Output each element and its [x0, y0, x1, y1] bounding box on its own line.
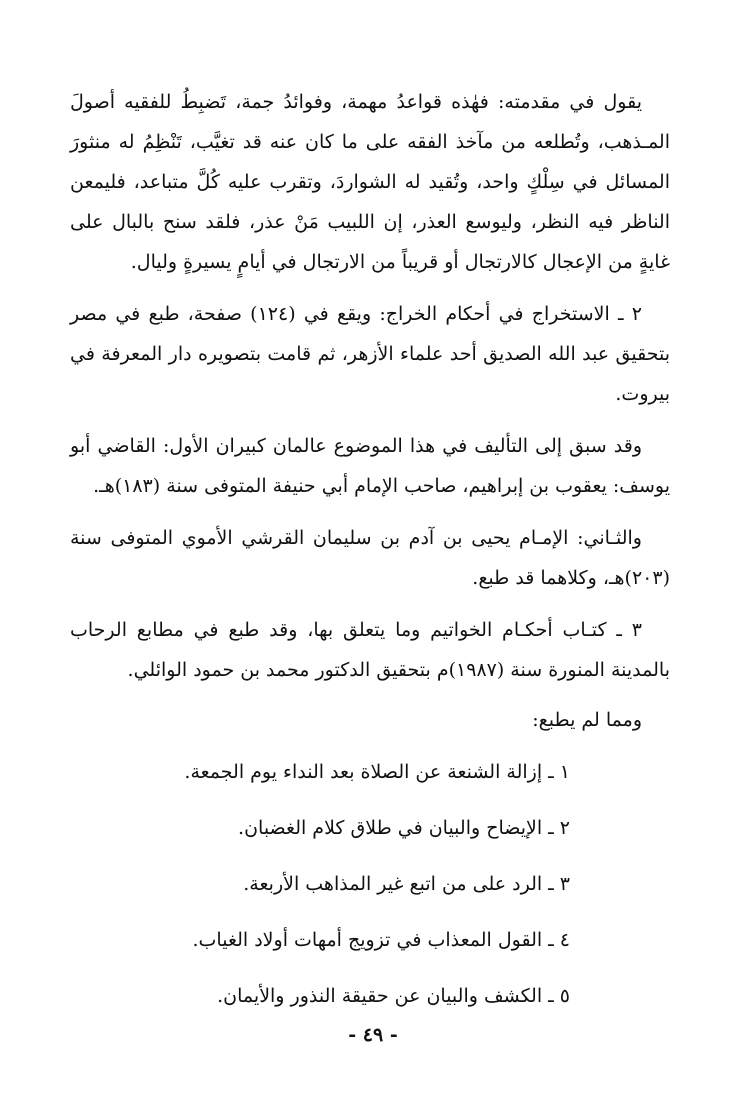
list-item: ٣ ـ الرد على من اتبع غير المذاهب الأربعة. — [243, 873, 570, 895]
paragraph-yahya-ibn-adam: والثـاني: الإمـام يحيى بن آدم بن سليمان القرشي الأموي المتوفى سنة (٢٠٣)هـ، وكلاهما قد طبع. — [70, 527, 670, 589]
unpublished-heading: ومما لم يطبع: — [532, 709, 642, 731]
paragraph-introduction-quote: يقول في مقدمته: فهٰذه قواعدُ مهمة، وفوائدُ جمة، تَضبِطُ للفقيه أصولَ المـذهب، وتُطلعه من مآخذ الفقه على ما كان عنه قد تغيَّب، تَنْظِمُ له منثورَ المسائل في سِلْكٍ واحد، وتُقيد له الشواردَ، وتقرب عليه كُلَّ متباعد، فليمعن الناظر فيه النظر، وليوسع العذر، إن اللبيب مَنْ عذر، فلقد سنح بالبال على غايةٍ من الإعجال كالارتجال أو قريباً من الارتجال في أيامٍ يسيرةٍ وليال. — [70, 91, 670, 273]
paragraph-abu-yusuf: وقد سبق إلى التأليف في هذا الموضوع عالمان كبيران الأول: القاضي أبو يوسف: يعقوب بن إبراهيم، صاحب الإمام أبي حنيفة المتوفى سنة (١٨٣)هـ. — [70, 435, 670, 497]
list-item: ٥ ـ الكشف والبيان عن حقيقة النذور والأيمان. — [217, 985, 570, 1007]
paragraph-book-3: ٣ ـ كتـاب أحكـام الخواتيم وما يتعلق بها، وقد طبع في مطابع الرحاب بالمدينة المنورة سنة (١٩٨٧)م بتحقيق الدكتور محمد بن حمود الوائلي. — [70, 619, 670, 681]
list-item: ١ ـ إزالة الشنعة عن الصلاة بعد النداء يوم الجمعة. — [184, 761, 570, 783]
list-item: ٢ ـ الإيضاح والبيان في طلاق كلام الغضبان. — [238, 817, 570, 839]
unpublished-list — [70, 744, 670, 1024]
list-item: ٤ ـ القول المعذاب في تزويج أمهات أولاد الغياب. — [192, 929, 570, 951]
paragraph-book-2: ٢ ـ الاستخراج في أحكام الخراج: ويقع في (١٢٤) صفحة، طبع في مصر بتحقيق عبد الله الصديق أحد علماء الأزهر، ثم قامت بتصويره دار المعرفة في بيروت. — [70, 303, 670, 405]
page-number: - ٤٩ - — [348, 1024, 398, 1046]
page-content — [70, 82, 670, 1024]
